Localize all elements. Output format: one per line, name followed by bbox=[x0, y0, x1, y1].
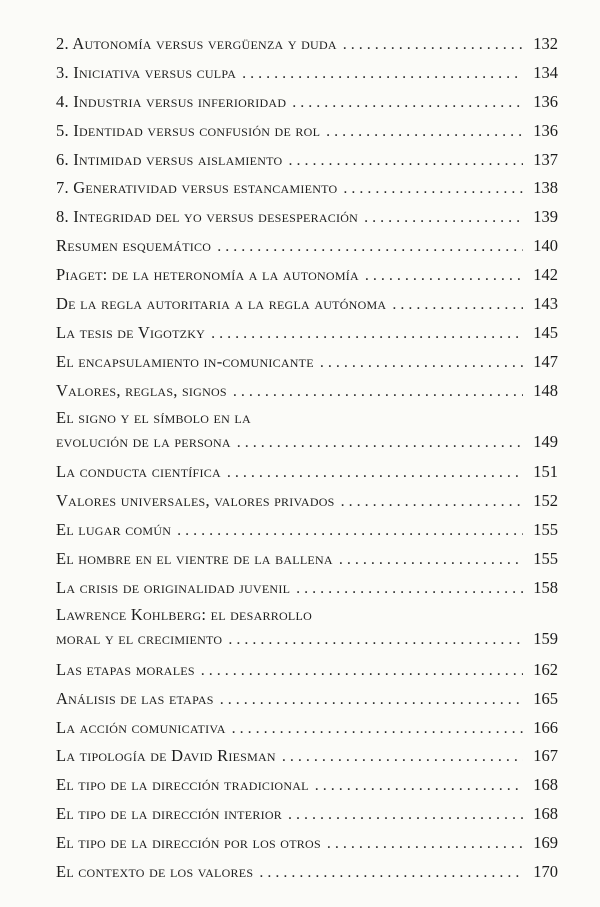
dot-leader bbox=[242, 60, 523, 89]
toc-entry bbox=[56, 574, 558, 603]
dot-leader bbox=[220, 686, 523, 715]
toc-entry-title: 8. Integridad del yo versus desesperación bbox=[56, 207, 359, 227]
dot-leader bbox=[177, 517, 523, 546]
toc-entry-page-number: 148 bbox=[533, 380, 558, 400]
dot-leader bbox=[233, 378, 523, 407]
dot-leader bbox=[227, 459, 523, 488]
dot-leader bbox=[339, 546, 523, 575]
toc-entry-page-number: 142 bbox=[533, 265, 558, 285]
dot-leader bbox=[282, 743, 523, 772]
dot-leader bbox=[343, 175, 523, 204]
table-of-contents bbox=[56, 30, 558, 887]
toc-entry-page-number: 159 bbox=[533, 628, 558, 648]
dot-leader bbox=[288, 801, 523, 830]
toc-entry-page-number: 167 bbox=[533, 746, 558, 766]
toc-entry-page-number: 168 bbox=[533, 804, 558, 824]
dot-leader bbox=[320, 349, 523, 378]
dot-leader bbox=[365, 262, 523, 291]
toc-entry-title: 4. Industria versus inferioridad bbox=[56, 91, 287, 111]
toc-entry-title: La acción comunicativa bbox=[56, 717, 226, 737]
toc-entry-page-number: 143 bbox=[533, 294, 558, 314]
dot-leader bbox=[201, 657, 523, 686]
toc-entry-title: El contexto de los valores bbox=[56, 862, 254, 882]
toc-entry-page-number: 139 bbox=[533, 207, 558, 227]
dot-leader bbox=[364, 204, 523, 233]
toc-entry-title: La conducta científica bbox=[56, 462, 221, 482]
toc-entry bbox=[56, 742, 558, 771]
toc-entry-title: De la regla autoritaria a la regla autónoma bbox=[56, 294, 387, 314]
toc-entry-title: 3. Iniciativa versus culpa bbox=[56, 62, 237, 82]
toc-entry bbox=[56, 685, 558, 714]
toc-entry-title: El lugar común bbox=[56, 520, 172, 540]
toc-entry-title: Resumen esquemático bbox=[56, 236, 212, 256]
toc-entry bbox=[56, 377, 558, 406]
toc-entry-page-number: 158 bbox=[533, 578, 558, 598]
toc-entry-page-number: 168 bbox=[533, 775, 558, 795]
toc-entry bbox=[56, 348, 558, 377]
toc-entry-page-number: 151 bbox=[533, 462, 558, 482]
toc-entry-page-number: 145 bbox=[533, 322, 558, 342]
toc-entry bbox=[56, 174, 558, 203]
toc-entry bbox=[56, 603, 558, 656]
toc-entry-page-number: 134 bbox=[533, 62, 558, 82]
toc-entry-title: Valores, reglas, signos bbox=[56, 380, 227, 400]
toc-entry bbox=[56, 545, 558, 574]
toc-entry-page-number: 169 bbox=[533, 833, 558, 853]
dot-leader bbox=[292, 89, 523, 118]
dot-leader bbox=[288, 147, 523, 176]
toc-entry bbox=[56, 203, 558, 232]
toc-entry-title: Las etapas morales bbox=[56, 659, 195, 679]
toc-entry-page-number: 152 bbox=[533, 491, 558, 511]
toc-entry-title: La tipología de David Riesman bbox=[56, 746, 276, 766]
toc-entry bbox=[56, 714, 558, 743]
toc-entry-title: El encapsulamiento in-comunicante bbox=[56, 351, 314, 371]
toc-entry bbox=[56, 771, 558, 800]
dot-leader bbox=[315, 772, 523, 801]
dot-leader bbox=[341, 488, 523, 517]
toc-entry-title: El tipo de la dirección tradicional bbox=[56, 775, 309, 795]
toc-entry-page-number: 155 bbox=[533, 520, 558, 540]
toc-entry-title: evolución de la persona bbox=[56, 431, 231, 451]
toc-entry bbox=[56, 88, 558, 117]
dot-leader bbox=[237, 431, 523, 455]
toc-entry-page-number: 140 bbox=[533, 236, 558, 256]
toc-entry-title: 6. Intimidad versus aislamiento bbox=[56, 149, 283, 169]
toc-entry-title: moral y el crecimiento bbox=[56, 628, 223, 648]
toc-entry bbox=[56, 458, 558, 487]
dot-leader bbox=[217, 233, 523, 262]
toc-entry-page-number: 155 bbox=[533, 549, 558, 569]
toc-entry bbox=[56, 516, 558, 545]
toc-entry-title: La crisis de originalidad juvenil bbox=[56, 578, 291, 598]
toc-entry-title: 5. Identidad versus confusión de rol bbox=[56, 120, 321, 140]
toc-entry-title: El hombre en el vientre de la ballena bbox=[56, 549, 333, 569]
toc-entry bbox=[56, 800, 558, 829]
toc-entry bbox=[56, 319, 558, 348]
dot-leader bbox=[211, 320, 523, 349]
dot-leader bbox=[327, 830, 523, 859]
toc-entry-page-number: 147 bbox=[533, 351, 558, 371]
toc-entry-title: El tipo de la dirección interior bbox=[56, 804, 283, 824]
toc-entry bbox=[56, 858, 558, 887]
toc-entry bbox=[56, 261, 558, 290]
toc-entry bbox=[56, 487, 558, 516]
toc-entry-page-number: 132 bbox=[533, 34, 558, 53]
toc-entry-title: 2. Autonomía versus vergüenza y duda bbox=[56, 34, 337, 53]
toc-entry bbox=[56, 829, 558, 858]
toc-entry-title-line1: El signo y el símbolo en la bbox=[56, 407, 251, 427]
toc-entry-title: El tipo de la dirección por los otros bbox=[56, 833, 321, 853]
toc-entry bbox=[56, 30, 558, 59]
toc-entry-title: Análisis de las etapas bbox=[56, 688, 214, 708]
dot-leader bbox=[232, 715, 523, 744]
toc-entry bbox=[56, 232, 558, 261]
toc-entry bbox=[56, 117, 558, 146]
toc-entry-page-number: 165 bbox=[533, 688, 558, 708]
toc-entry bbox=[56, 146, 558, 175]
toc-entry-title: Piaget: de la heteronomía a la autonomía bbox=[56, 265, 359, 285]
toc-entry-page-number: 136 bbox=[533, 120, 558, 140]
toc-entry-page-number: 170 bbox=[533, 862, 558, 882]
toc-entry-page-number: 137 bbox=[533, 149, 558, 169]
toc-entry-title-line1: Lawrence Kohlberg: el desarrollo bbox=[56, 604, 312, 624]
toc-entry bbox=[56, 656, 558, 685]
dot-leader bbox=[259, 859, 523, 888]
toc-entry-page-number: 166 bbox=[533, 717, 558, 737]
dot-leader bbox=[392, 291, 523, 320]
dot-leader bbox=[343, 31, 523, 60]
toc-entry-title: Valores universales, valores privados bbox=[56, 491, 335, 511]
dot-leader bbox=[326, 118, 523, 147]
toc-entry-title: La tesis de Vigotzky bbox=[56, 322, 206, 342]
toc-entry-page-number: 149 bbox=[533, 431, 558, 451]
toc-entry bbox=[56, 290, 558, 319]
toc-entry-page-number: 136 bbox=[533, 91, 558, 111]
toc-entry-title: 7. Generatividad versus estancamiento bbox=[56, 178, 338, 198]
toc-entry-page-number: 138 bbox=[533, 178, 558, 198]
toc-entry-page-number: 162 bbox=[533, 659, 558, 679]
dot-leader bbox=[228, 628, 523, 652]
toc-entry bbox=[56, 406, 558, 459]
toc-entry bbox=[56, 59, 558, 88]
dot-leader bbox=[296, 575, 523, 604]
